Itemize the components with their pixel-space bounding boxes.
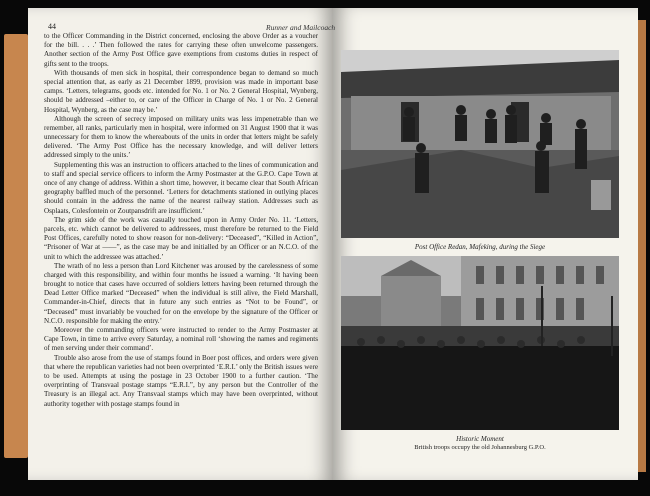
photo-post-office-redan: [341, 50, 619, 238]
paragraph: The grim side of the work was casually touched upon in Army Order No. 11. ‘Letters, parcels, etc. which cannot be delivered to addressees, must therefore be returned to the Field Post Offices, carefully noted to show reason for non-delivery: “Deceased”, “Killed in Action”, “Prisoner of War at ——”, as the case may be and initialled by an Officer or an N.C.O. of the unit to which the addressee was attached.’: [44, 215, 318, 261]
paragraph: Moreover the commanding officers were instructed to render to the Army Postmaster at Cape Town, in time to arrive every Saturday, a nominal roll ‘showing the names and regiments of men serving under their command’.: [44, 326, 318, 353]
running-head: Runner and Mailcoach: [266, 23, 336, 32]
paragraph: Although the screen of secrecy imposed on military units was less impenetrable than we remember, all ranks, particularly men in hospital, were informed on 31 August 1900 that it was unnecessary for them to know the whereabouts of the units in order that letters might be safely delivered. ‘The Army Post Office has the necessary knowledge, and will deliver letters addressed simply to the units.’: [44, 114, 318, 160]
photo-johannesburg-gpo: [341, 256, 619, 430]
body-text: [44, 32, 318, 409]
photo-top-caption: Post Office Redan, Mafeking, during the Siege: [414, 243, 546, 251]
paragraph: The wrath of no less a person than Lord Kitchener was aroused by the carelessness of some charged with this responsibility, and within four months he issued a warning. ‘It having been brought to notice that cases have occurred of soldiers letters having been returned through the Dead Letter Office marked “Deceased” when the individual is still alive, the Field Marshall, Commander-in-Chief, directs that in future any such entries as “Not to be Found”, or “Deceased” must invariably be vouched for on the envelope by the signature of the Officer or N.C.O. responsible for making the entry.’: [44, 261, 318, 325]
photo-bottom-caption: British troops occupy the old Johannesburg G.P.O.: [414, 444, 546, 451]
paragraph: to the Officer Commanding in the District concerned, enclosing the above Order as a voucher for the bill. . . .’ Then followed the rates for carrying these often unwelcome passengers. Another section of the Army Post Office gave exemptions from customs duties in respect of gifts sent to the troops.: [44, 32, 318, 68]
book-cover-edge: [4, 34, 28, 458]
page-number: 44: [48, 22, 56, 31]
paragraph: With thousands of men sick in hospital, their correspondence began to demand so much special attention that, as early as 21 December 1899, provision was made in important base camps. ‘Letters, telegrams, goods etc. intended for No. 1 or No. 2 General Hospital, Wynberg, should be addressed –either to, or care of the Officer in Charge of No. 1 or No. 2 General Hospital, Wynberg, as the case may be.’: [44, 68, 318, 114]
paragraph: Supplementing this was an instruction to officers attached to the lines of communication and to staff and special service officers to inform the Army Postmaster at the G.P.O. Cape Town at once of any change of address. Within a short time, however, it became clear that South African geography baffled much of the personnel. ‘Letters for detachments stationed in outlying places should contain in the address the name of the nearest railway station. Addresses such as Osplaats, Colesfontein or Zoutpansdrift are insufficient.’: [44, 160, 318, 215]
paragraph: Trouble also arose from the use of stamps found in Boer post offices, and orders were given that where the republican varieties had not been overprinted ‘E.R.I.’ only the British issues were to be used. Attempts at using the postage in 23 October 1900 to a further caution. ‘The overprinting of Transvaal postage stamps “E.R.I.”, by any person but the Controller of the Treasury is an illegal act. Any Transvaal stamps which may have been overprinted, without authority together with postage stamps found in: [44, 353, 318, 408]
photo-bottom-caption-title: Historic Moment: [456, 435, 504, 443]
book-page-edge: [638, 20, 646, 472]
